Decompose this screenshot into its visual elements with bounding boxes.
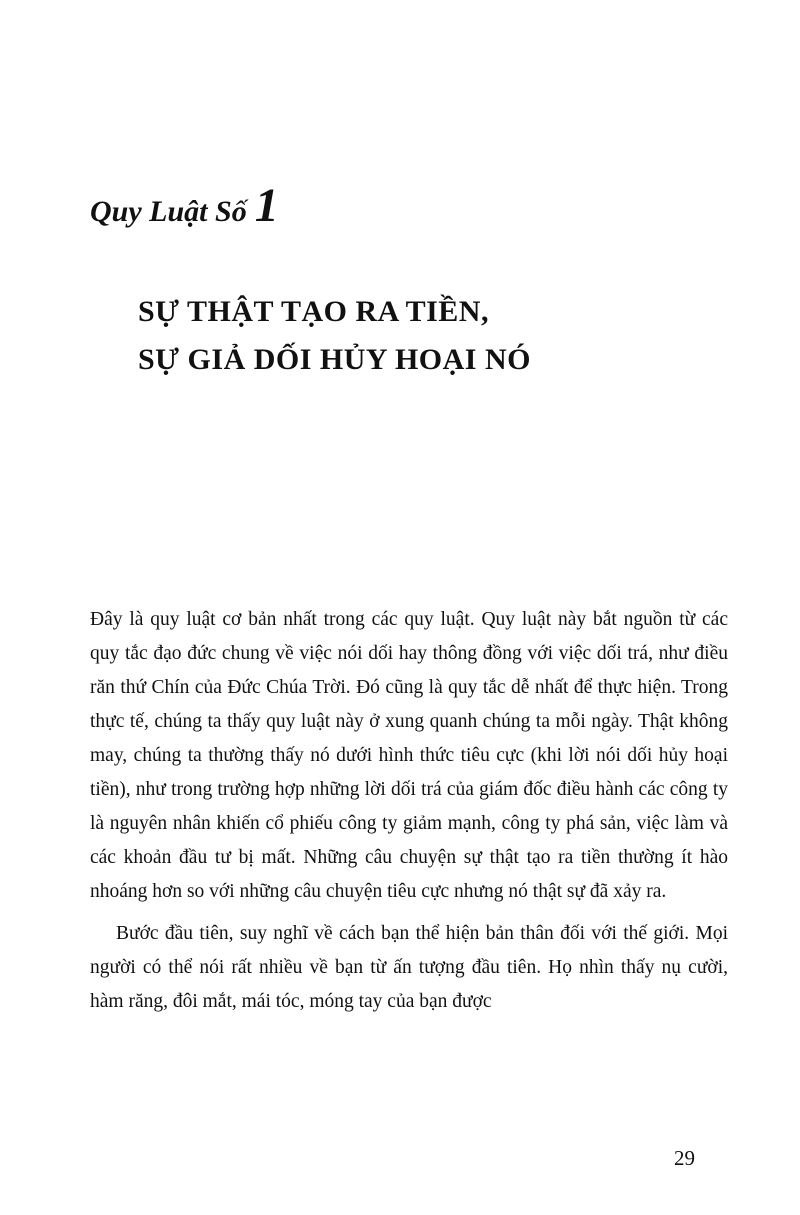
paragraph-1: Đây là quy luật cơ bản nhất trong các quy luật. Quy luật này bắt nguồn từ các quy tắc đạo đức chung về việc nói dối hay thông đồng với việc dối trá, như điều răn thứ Chín của Đức Chúa Trời. Đó cũng là quy tắc dễ nhất để thực hiện. Trong thực tế, chúng ta thấy quy luật này ở xung quanh chúng ta mỗi ngày. Thật không may, chúng ta thường thấy nó dưới hình thức tiêu cực (khi lời nói dối hủy hoại tiền), như trong trường hợp những lời dối trá của giám đốc điều hành các công ty là nguyên nhân khiến cổ phiếu công ty giảm mạnh, công ty phá sản, việc làm và các khoản đầu tư bị mất. Những câu chuyện sự thật tạo ra tiền thường ít hào nhoáng hơn so với những câu chuyện tiêu cực nhưng nó thật sự đã xảy ra. bbox=[90, 609, 728, 902]
rule-label bbox=[90, 178, 279, 233]
body-text bbox=[90, 603, 728, 1027]
rule-label-prefix: Quy Luật Số bbox=[90, 195, 247, 228]
page-number: 29 bbox=[674, 1146, 695, 1170]
chapter-title bbox=[138, 288, 531, 384]
rule-number: 1 bbox=[254, 179, 279, 232]
paragraph-2: Bước đầu tiên, suy nghĩ về cách bạn thể hiện bản thân đối với thế giới. Mọi người có thể nói rất nhiều về bạn từ ấn tượng đầu tiên. Họ nhìn thấy nụ cười, hàm răng, đôi mắt, mái tóc, móng tay của bạn được bbox=[90, 923, 728, 1012]
chapter-title-line-2: SỰ GIẢ DỐI HỦY HOẠI NÓ bbox=[138, 343, 531, 376]
chapter-title-line-1: SỰ THẬT TẠO RA TIỀN, bbox=[138, 295, 489, 328]
